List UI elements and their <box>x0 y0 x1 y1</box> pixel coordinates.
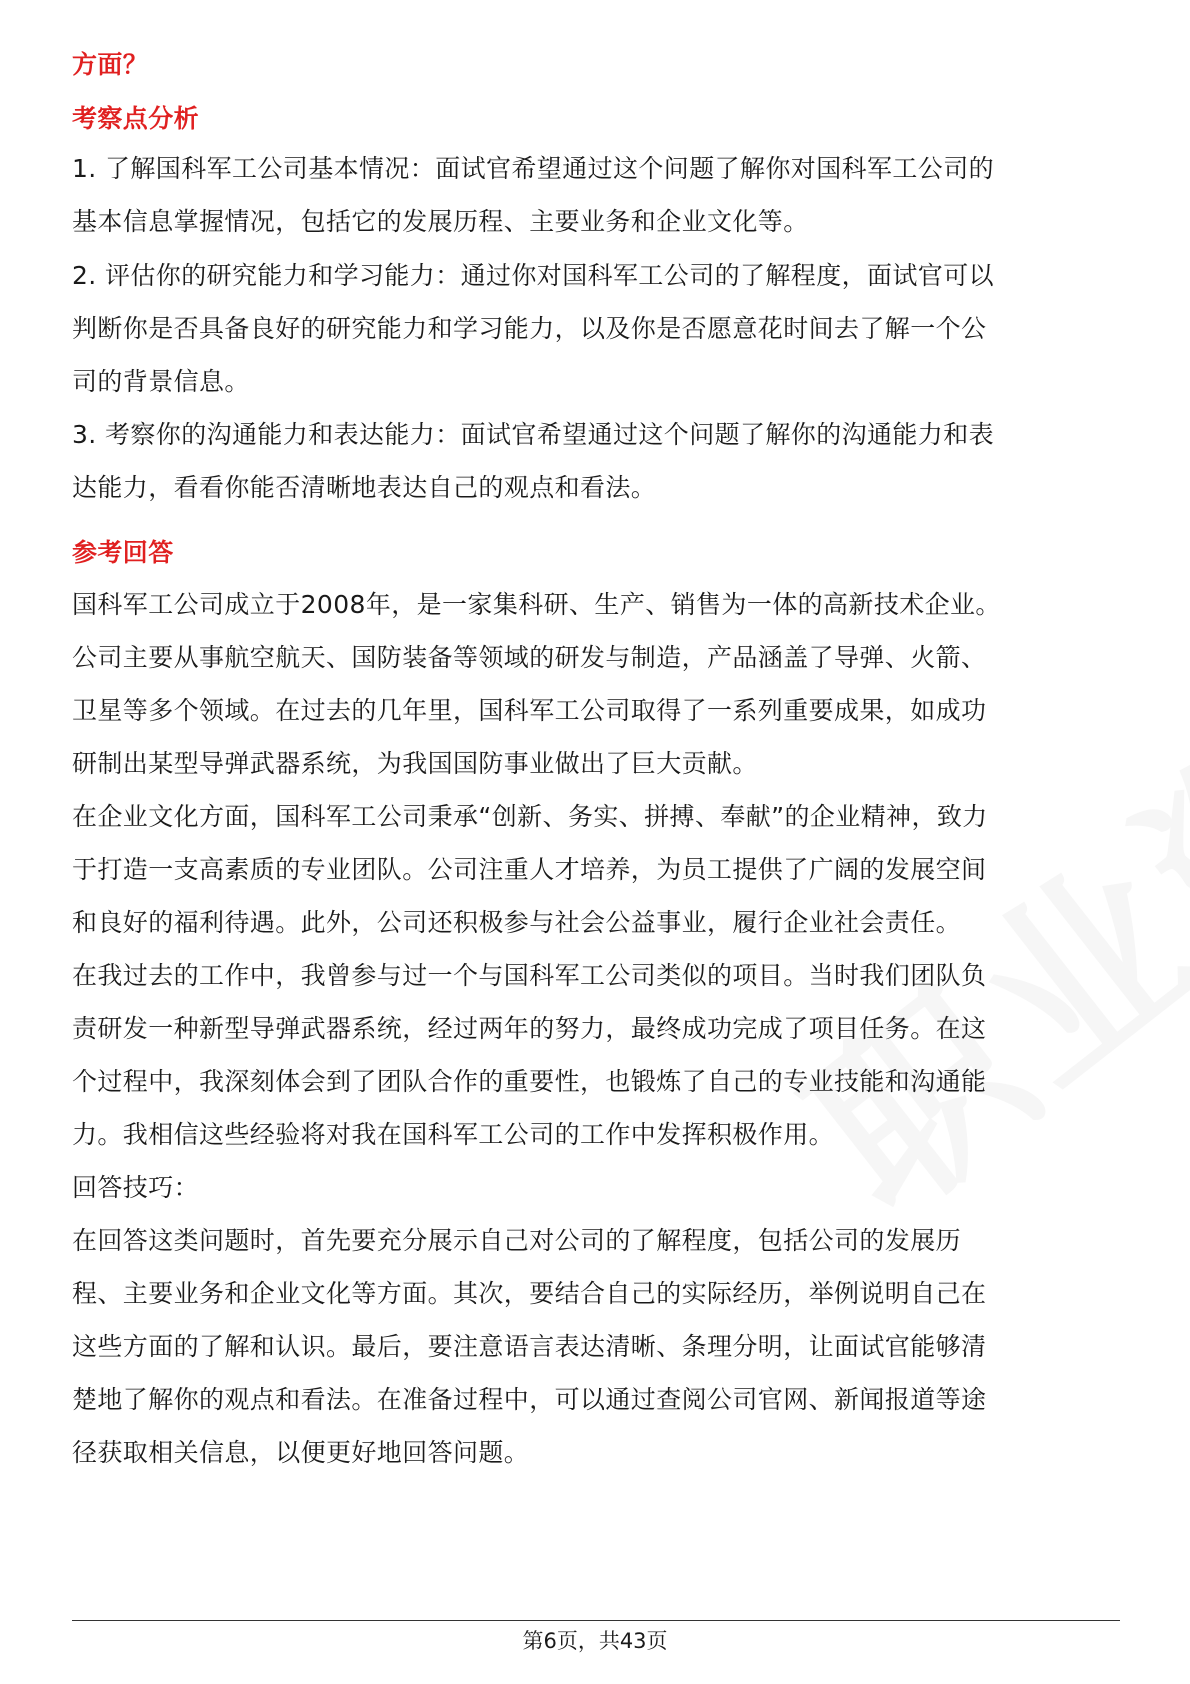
text-line: 在回答这类问题时，首先要充分展示自己对公司的了解程度，包括公司的发展历 <box>72 1226 962 1255</box>
text-line: 个过程中，我深刻体会到了团队合作的重要性，也锻炼了自己的专业技能和沟通能 <box>72 1067 987 1096</box>
text-line: 楚地了解你的观点和看法。在准备过程中，可以通过查阅公司官网、新闻报道等途 <box>72 1385 987 1414</box>
text-line: 径获取相关信息，以便更好地回答问题。 <box>72 1438 530 1467</box>
text-line: 和良好的福利待遇。此外，公司还积极参与社会公益事业，履行企业社会责任。 <box>72 908 962 937</box>
text-line: 国科军工公司成立于2008年，是一家集科研、生产、销售为一体的高新技术企业。 <box>72 590 1001 619</box>
text-line: 这些方面的了解和认识。最后，要注意语言表达清晰、条理分明，让面试官能够清 <box>72 1332 987 1361</box>
section-heading-analysis: 考察点分析 <box>72 104 200 133</box>
section-heading-continuation: 方面？ <box>72 50 149 79</box>
text-line: 司的背景信息。 <box>72 367 250 396</box>
text-line: 3. 考察你的沟通能力和表达能力：面试官希望通过这个问题了解你的沟通能力和表 <box>72 420 995 449</box>
text-line: 在我过去的工作中，我曾参与过一个与国科军工公司类似的项目。当时我们团队负 <box>72 961 987 990</box>
section-heading-reference-answer: 参考回答 <box>72 538 174 567</box>
text-line: 卫星等多个领域。在过去的几年里，国科军工公司取得了一系列重要成果，如成功 <box>72 696 987 725</box>
text-line: 责研发一种新型导弹武器系统，经过两年的努力，最终成功完成了项目任务。在这 <box>72 1014 987 1043</box>
text-line: 2. 评估你的研究能力和学习能力：通过你对国科军工公司的了解程度，面试官可以 <box>72 261 995 290</box>
watermark <box>745 263 1190 1265</box>
answer-tips-label: 回答技巧： <box>72 1173 200 1202</box>
text-line: 公司主要从事航空航天、国防装备等领域的研发与制造，产品涵盖了导弹、火箭、 <box>72 643 987 672</box>
text-line: 基本信息掌握情况，包括它的发展历程、主要业务和企业文化等。 <box>72 207 809 236</box>
text-line: 于打造一支高素质的专业团队。公司注重人才培养，为员工提供了广阔的发展空间 <box>72 855 987 884</box>
text-line: 在企业文化方面，国科军工公司秉承“创新、务实、拼搏、奉献”的企业精神，致力 <box>72 802 988 831</box>
text-line: 达能力，看看你能否清晰地表达自己的观点和看法。 <box>72 473 657 502</box>
text-line: 程、主要业务和企业文化等方面。其次，要结合自己的实际经历，举例说明自己在 <box>72 1279 987 1308</box>
page-number: 第6页，共43页 <box>522 1629 668 1653</box>
text-line: 判断你是否具备良好的研究能力和学习能力，以及你是否愿意花时间去了解一个公 <box>72 314 987 343</box>
text-line: 研制出某型导弹武器系统，为我国国防事业做出了巨大贡献。 <box>72 749 758 778</box>
text-line: 力。我相信这些经验将对我在国科军工公司的工作中发挥积极作用。 <box>72 1120 835 1149</box>
text-line: 1. 了解国科军工公司基本情况：面试官希望通过这个问题了解你对国科军工公司的 <box>72 154 995 183</box>
footer-divider <box>72 1620 1120 1621</box>
